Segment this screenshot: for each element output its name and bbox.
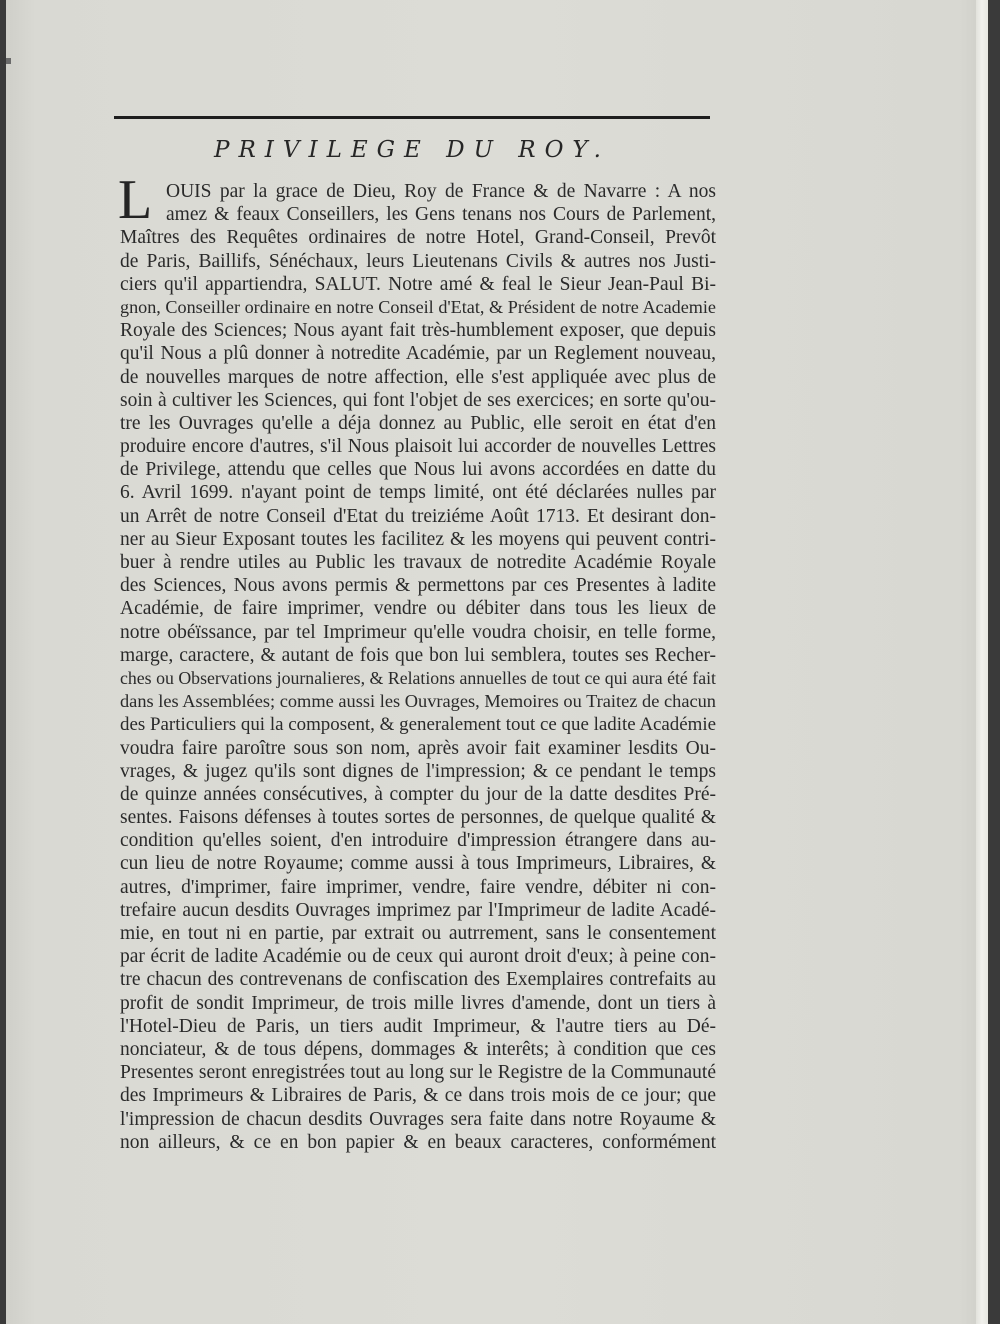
text-line: buer à rendre utiles au Public les travaux de notredite Académie Royale: [120, 552, 716, 573]
text-line: 6. Avril 1699. n'ayant point de temps limité, ont été déclarées nulles par: [120, 482, 716, 504]
text-line: un Arrêt de notre Conseil d'Etat du treiziéme Août 1713. Et desirant don-: [120, 505, 716, 527]
text-line: non ailleurs, & ce en bon papier & en beaux caracteres, conformément: [120, 1131, 716, 1153]
page-heading: PRIVILEGE DU ROY.: [214, 137, 610, 163]
text-line: profit de sondit Imprimeur, de trois mille livres d'amende, dont un tiers à: [120, 992, 716, 1014]
text-line: de Privilege, attendu que celles que Nous lui avons accordées en datte du: [120, 459, 716, 481]
text-line: de quinze années consécutives, à compter du jour de la datte desdites Pré-: [120, 783, 716, 805]
text-line: Royale des Sciences; Nous ayant fait très-humblement exposer, que depuis: [120, 320, 716, 342]
text-line: mie, en tout ni en partie, par extrait ou autrrement, sans le consentement: [120, 923, 716, 944]
text-line: des Particuliers qui la composent, & generalement tout ce que ladite Académie: [120, 714, 716, 736]
drop-capital: L: [118, 169, 153, 231]
text-line: autres, d'imprimer, faire imprimer, vendre, faire vendre, débiter ni con-: [120, 876, 716, 898]
text-line: cun lieu de notre Royaume; comme aussi à tous Imprimeurs, Libraires, &: [120, 853, 716, 875]
text-line: gnon, Conseiller ordinaire en notre Conseil d'Etat, & Président de notre Academie: [120, 296, 716, 317]
text-line: voudra faire paroître sous son nom, après avoir fait examiner lesdits Ou-: [120, 737, 716, 759]
text-line: des Sciences, Nous avons permis & permettons par ces Presentes à ladite: [120, 575, 716, 597]
text-line: tre chacun des contrevenans de confiscation des Exemplaires contrefaits au: [120, 969, 716, 991]
text-line: ciers qu'il appartiendra, SALUT. Notre amé & feal le Sieur Jean-Paul Bi-: [120, 273, 716, 295]
text-line: par écrit de ladite Académie ou de ceux qui auront droit d'eux; à peine con-: [120, 946, 716, 968]
text-line: des Imprimeurs & Libraires de Paris, & ce dans trois mois de ce jour; que: [120, 1085, 716, 1107]
text-line: sentes. Faisons défenses à toutes sortes de personnes, de quelque qualité &: [120, 807, 716, 829]
text-line: l'impression de chacun desdits Ouvrages sera faite dans notre Royaume &: [120, 1108, 716, 1130]
text-line: produire encore d'autres, s'il Nous plaisoit lui accorder de nouvelles Lettres: [120, 436, 716, 458]
text-line: OUIS par la grace de Dieu, Roy de France & de Navarre : A nos: [166, 181, 716, 202]
text-line: ches ou Observations journalieres, & Relations annuelles de tout ce qui aura été fait: [120, 667, 716, 688]
text-line: vrages, & jugez qu'ils sont dignes de l'impression; & ce pendant le temps: [120, 760, 716, 782]
text-line: nonciateur, & de tous dépens, dommages & interêts; à condition que ces: [120, 1038, 716, 1060]
text-line: Presentes seront enregistrées tout au long sur le Registre de la Communauté: [120, 1062, 716, 1084]
text-line: l'Hotel-Dieu de Paris, un tiers audit Imprimeur, & l'autre tiers au Dé-: [120, 1015, 716, 1037]
text-line: Académie, de faire imprimer, vendre ou débiter dans tous les lieux de: [120, 598, 716, 620]
text-line: soin à cultiver les Sciences, qui font l'objet de ses exercices; en sorte qu'ou-: [120, 389, 716, 411]
text-line: ner au Sieur Exposant toutes les facilitez & les moyens qui peuvent contri-: [120, 528, 716, 550]
body-text: [120, 180, 716, 1154]
text-line: amez & feaux Conseillers, les Gens tenans nos Cours de Parlement,: [166, 204, 716, 226]
text-line: trefaire aucun desdits Ouvrages imprimez par l'Imprimeur de ladite Acadé-: [120, 899, 716, 921]
text-line: qu'il Nous a plû donner à notredite Académie, par un Reglement nouveau,: [120, 343, 716, 365]
page-edge-mark: [6, 58, 11, 64]
header-rule: [114, 116, 710, 119]
text-line: Maîtres des Requêtes ordinaires de notre Hotel, Grand-Conseil, Prevôt: [120, 227, 716, 249]
page-fore-edge: [976, 0, 988, 1324]
text-line: de Paris, Baillifs, Sénéchaux, leurs Lieutenans Civils & autres nos Justi-: [120, 250, 716, 272]
text-line: dans les Assemblées; comme aussi les Ouvrages, Memoires ou Traitez de chacun: [120, 691, 716, 712]
text-line: marge, caractere, & autant de fois que bon lui semblera, toutes ses Recher-: [120, 644, 716, 666]
text-line: notre obéïssance, par tel Imprimeur qu'elle voudra choisir, en telle forme,: [120, 621, 716, 643]
text-line: tre les Ouvrages qu'elle a déja donnez au Public, elle seroit en état d'en: [120, 412, 716, 434]
book-page: [6, 0, 988, 1324]
text-line: de nouvelles marques de notre affection, elle s'est appliquée avec plus de: [120, 366, 716, 388]
text-line: condition qu'elles soient, d'en introduire d'impression étrangere dans au-: [120, 830, 716, 852]
